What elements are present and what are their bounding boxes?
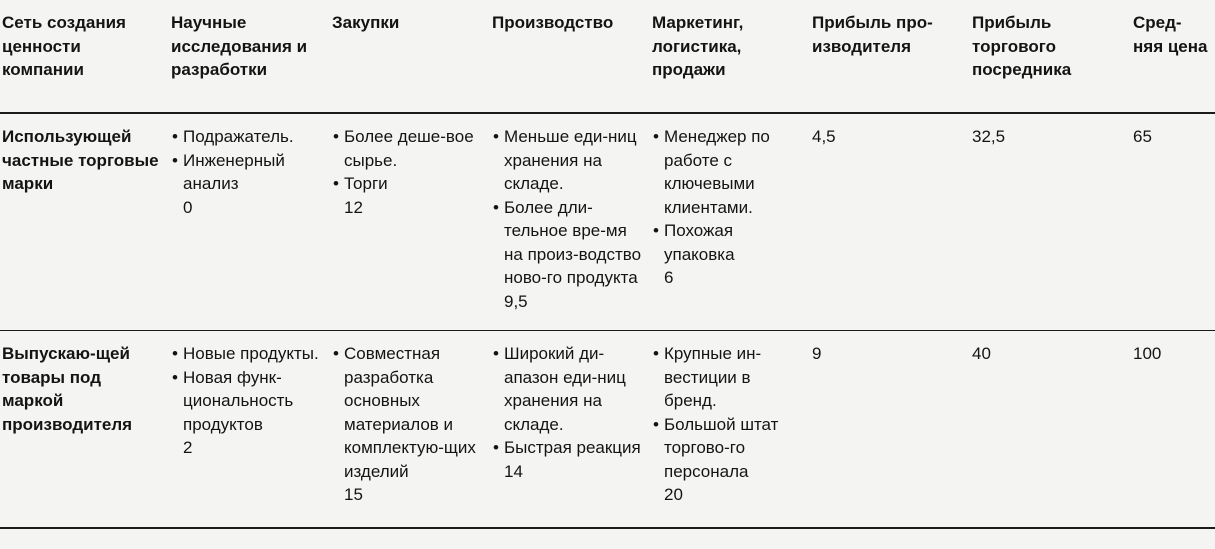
bullet-list	[171, 342, 326, 436]
list-item: • Подражатель.	[171, 125, 326, 149]
header-production: Производство	[490, 0, 650, 113]
header-rnd: Научные исследования и разработки	[169, 0, 330, 113]
cell-rnd	[169, 113, 330, 331]
list-item: • Новые продукты.	[171, 342, 326, 366]
list-item: • Совместная разработка основных материалов и комплектую-щих изделий	[332, 342, 486, 483]
cell-producer-profit	[810, 331, 970, 529]
header-producer-profit: Прибыль про-изводителя	[810, 0, 970, 113]
cost-value: 9,5	[504, 291, 528, 311]
header-average-price: Сред-няя цена	[1131, 0, 1215, 113]
table-row-manufacturer-brand	[0, 331, 1215, 529]
list-item: • Более деше-вое сырье.	[332, 125, 486, 172]
list-item: • Крупные ин-вестиции в бренд.	[652, 342, 806, 413]
cell-reseller-profit	[970, 113, 1131, 331]
cost-value: 20	[664, 485, 683, 504]
reseller-profit-value: 40	[972, 344, 991, 363]
bullet-list	[652, 342, 806, 483]
cost-value: 0	[183, 197, 193, 217]
reseller-profit-value: 32,5	[972, 127, 1006, 146]
average-price-value: 65	[1133, 127, 1152, 146]
producer-profit-value: 4,5	[812, 127, 836, 146]
bullet-list	[171, 125, 326, 196]
list-item: • Менеджер по работе с ключевыми клиентами.	[652, 125, 806, 219]
list-item: • Более дли-тельное вре-мя на произ-водство ново-го продукта	[492, 196, 646, 290]
header-purchasing: Закупки	[330, 0, 490, 113]
header-row	[0, 0, 1215, 113]
list-item: • Большой штат торгово-го персонала	[652, 413, 806, 484]
cell-average-price	[1131, 113, 1215, 331]
cell-producer-profit	[810, 113, 970, 331]
cell-marketing	[650, 113, 810, 331]
list-item: • Быстрая реакция	[492, 436, 646, 460]
list-item: • Меньше еди-ниц хранения на складе.	[492, 125, 646, 196]
average-price-value: 100	[1133, 344, 1162, 363]
cell-purchasing	[330, 331, 490, 529]
cost-value: 12	[344, 197, 363, 217]
cell-rnd	[169, 331, 330, 529]
cost-value: 14	[504, 461, 523, 481]
cell-purchasing	[330, 113, 490, 331]
cell-production	[490, 113, 650, 331]
header-value-chain: Сеть создания ценности компании	[0, 0, 169, 113]
header-reseller-profit: Прибыль торгового посредника	[970, 0, 1131, 113]
cost-value: 2	[183, 438, 193, 457]
table-row-private-label	[0, 113, 1215, 331]
producer-profit-value: 9	[812, 344, 822, 363]
bullet-list	[492, 125, 646, 290]
bullet-list	[492, 342, 646, 460]
row-label: Выпускаю-щей товары под маркой производителя	[0, 331, 169, 529]
list-item: • Широкий ди-апазон еди-ниц хранения на складе.	[492, 342, 646, 436]
list-item: • Торги	[332, 172, 486, 196]
list-item: • Новая функ-циональность продуктов	[171, 366, 326, 437]
row-label: Использующей частные торговые марки	[0, 113, 169, 331]
list-item: • Инженерный анализ	[171, 149, 326, 196]
bullet-list	[652, 125, 806, 266]
cell-reseller-profit	[970, 331, 1131, 529]
bullet-list	[332, 125, 486, 196]
bullet-list	[332, 342, 486, 483]
cost-value: 15	[344, 485, 363, 504]
cell-marketing	[650, 331, 810, 529]
list-item: • Похожая упаковка	[652, 219, 806, 266]
cost-value: 6	[664, 268, 674, 287]
cell-average-price	[1131, 331, 1215, 529]
header-marketing: Маркетинг, логистика, продажи	[650, 0, 810, 113]
cell-production	[490, 331, 650, 529]
